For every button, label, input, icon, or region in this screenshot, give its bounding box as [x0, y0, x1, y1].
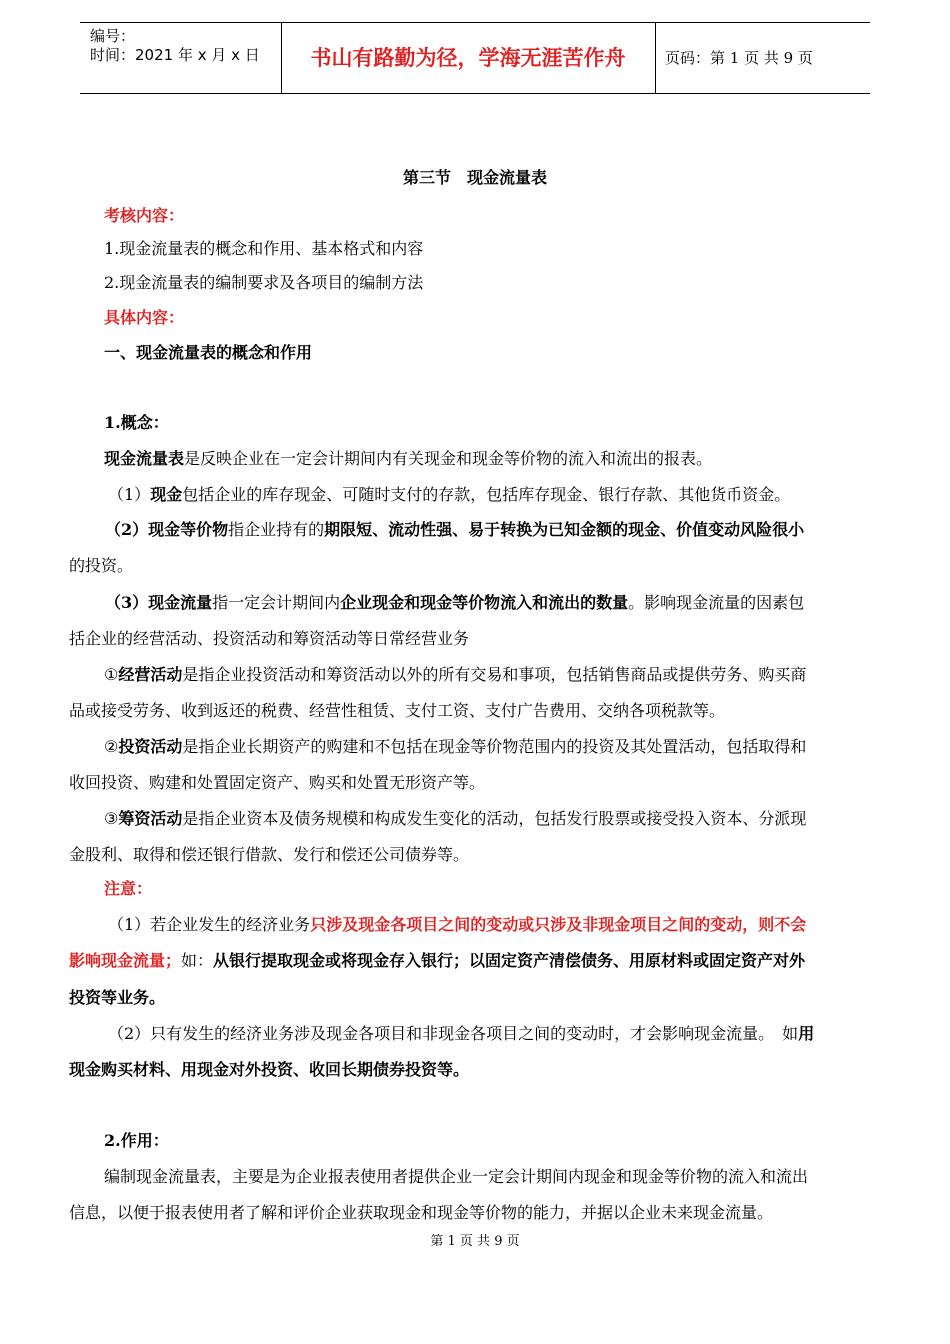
concept-p3	[105, 584, 885, 621]
note-2	[108, 1015, 885, 1052]
activity-operating	[104, 656, 885, 693]
concept-p1	[108, 476, 924, 513]
role-text: 编制现金流量表，主要是为企业报表使用者提供企业一定会计期间内现金和现金等价物的流入和流出	[104, 1167, 809, 1186]
marker: ①	[104, 665, 119, 684]
note-1-cont	[69, 942, 885, 979]
term: 经营活动	[118, 665, 183, 684]
text: 。影响现金流量的因素包	[628, 593, 805, 612]
activity-financing	[104, 800, 885, 837]
activity-investing-cont: 收回投资、购建和处置固定资产、购买和处置无形资产等。	[69, 773, 486, 792]
marker: ②	[104, 737, 119, 756]
emphasis: 用	[798, 1024, 815, 1043]
emphasis: 企业现金和现金等价物流入和流出的数量	[340, 593, 629, 612]
header-motto: 书山有路勤为径，学海无涯苦作舟	[310, 45, 626, 70]
text: （1）若企业发生的经济业务	[108, 915, 311, 934]
concept-heading: 1.概念：	[104, 413, 169, 432]
note-2-cont: 现金购买材料、用现金对外投资、收回长期债券投资等。	[69, 1060, 470, 1079]
section1-heading: 一、现金流量表的概念和作用	[104, 343, 313, 362]
page-footer: 第 1 页 共 9 页	[430, 1234, 520, 1249]
text: 包括企业的库存现金、可随时支付的存款，包括库存现金、银行存款、其他货币资金。	[182, 485, 791, 504]
text: 是反映企业在一定会计期间内有关现金和现金等价物的流入和流出的报表。	[184, 449, 713, 468]
exam-item: 1.现金流量表的概念和作用、基本格式和内容	[104, 239, 424, 258]
term: 投资活动	[118, 737, 183, 756]
note-1-cont2: 投资等业务。	[69, 988, 166, 1007]
doc-number-label: 编号：	[90, 27, 136, 45]
note-1	[108, 906, 885, 943]
header-divider	[655, 23, 656, 93]
role-heading: 2.作用：	[104, 1131, 169, 1150]
activity-operating-cont: 品或接受劳务、收到返还的税费、经营性租赁、支付工资、支付广告费用、交纳各项税款等。	[69, 701, 726, 720]
role-text-cont: 信息，以便于报表使用者了解和评价企业获取现金和现金等价物的能力，并据以企业未来现金流量。	[69, 1203, 774, 1222]
text: 是指企业资本及债务规模和构成发生变化的活动，包括发行股票或接受投入资本、分派现	[182, 809, 807, 828]
emphasis-red: 只涉及现金各项目之间的变动或只涉及非现金项目之间的变动，则不会	[310, 915, 807, 934]
activity-financing-cont: 金股利、取得和偿还银行借款、发行和偿还公司债券等。	[69, 845, 470, 864]
header-page-code: 页码：第 1 页 共 9 页	[665, 49, 813, 67]
term: （2）现金等价物	[105, 520, 229, 539]
emphasis: 期限短、流动性强、易于转换为已知金额的现金、价值变动风险很小	[324, 520, 805, 539]
exam-item: 2.现金流量表的编制要求及各项目的编制方法	[104, 273, 424, 292]
emphasis: 从银行提取现金或将现金存入银行；以固定资产清偿债务、用原材料或固定资产对外	[213, 951, 806, 970]
text: 是指企业长期资产的购建和不包括在现金等价物范围内的投资及其处置活动，包括取得和	[182, 737, 807, 756]
marker: ③	[104, 809, 119, 828]
concept-p2	[105, 511, 885, 548]
exam-heading: 考核内容：	[104, 206, 185, 225]
term: （3）现金流量	[105, 593, 213, 612]
prefix: （1）	[108, 485, 151, 504]
concept-definition	[104, 440, 920, 477]
note-heading: 注意：	[104, 879, 153, 898]
doc-time-label: 时间：2021 年 x 月 x 日	[90, 46, 260, 64]
header-meta	[90, 27, 280, 65]
text: 如：	[181, 951, 214, 970]
term: 筹资活动	[118, 809, 183, 828]
text: （2）只有发生的经济业务涉及现金各项目和非现金各项目之间的变动时，才会影响现金流量。 如	[108, 1024, 799, 1043]
emphasis-red: 影响现金流量；	[69, 951, 182, 970]
term: 现金	[150, 485, 183, 504]
activity-investing	[104, 728, 885, 765]
detail-heading: 具体内容：	[104, 308, 185, 327]
text: 是指企业投资活动和筹资活动以外的所有交易和事项，包括销售商品或提供劳务、购买商	[182, 665, 807, 684]
term: 现金流量表	[104, 449, 185, 468]
text: 指一定会计期间内	[212, 593, 341, 612]
concept-p3-cont: 括企业的经营活动、投资活动和筹资活动等日常经营业务	[69, 629, 470, 648]
concept-p2-cont: 的投资。	[69, 556, 134, 575]
section-title: 第三节 现金流量表	[402, 168, 547, 187]
page-header	[80, 22, 870, 94]
text: 指企业持有的	[228, 520, 325, 539]
